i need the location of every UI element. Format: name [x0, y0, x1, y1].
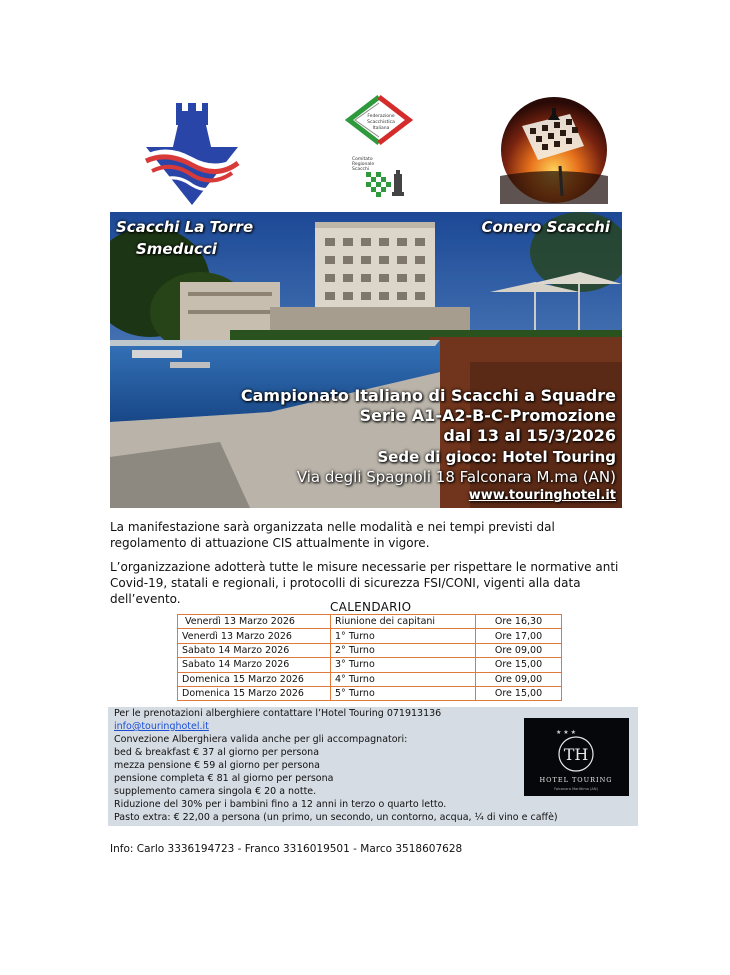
- hotel-logo-text: HOTEL TOURING: [539, 776, 613, 784]
- contacts-info: Info: Carlo 3336194723 - Franco 3316019501 - Marco 3518607628: [110, 843, 463, 855]
- calendar-time: Ore 16,30: [476, 615, 562, 629]
- la-torre-logo: [142, 95, 242, 207]
- calendar-time: Ore 09,00: [476, 672, 562, 686]
- hotel-touring-logo: [524, 718, 629, 796]
- table-row: [178, 629, 562, 643]
- calendar-event: Riunione dei capitani: [331, 615, 476, 629]
- calendar-event: 4° Turno: [331, 672, 476, 686]
- child-discount: Riduzione del 30% per i bambini fino a 12 anni in terzo o quarto letto.: [114, 799, 447, 810]
- conero-logo: [500, 96, 608, 204]
- calendar-event: 2° Turno: [331, 643, 476, 657]
- table-row: [178, 658, 562, 672]
- event-venue: Sede di gioco: Hotel Touring: [377, 448, 616, 466]
- svg-text:TH: TH: [563, 745, 589, 764]
- calendar-table: [177, 614, 562, 701]
- rate-single-supplement: supplemento camera singola € 20 a notte.: [114, 786, 317, 797]
- calendar-date: Venerdì 13 Marzo 2026: [178, 629, 331, 643]
- svg-text:Regionale: Regionale: [352, 162, 375, 167]
- event-title: Campionato Italiano di Scacchi a Squadre: [240, 386, 616, 405]
- calendar-time: Ore 15,00: [476, 658, 562, 672]
- extra-meal: Pasto extra: € 22,00 a persona (un primo, un secondo, un contorno, acqua, ¼ di vino e caffè): [114, 812, 558, 823]
- hotel-agreement-title: Convezione Alberghiera valida anche per gli accompagnatori:: [114, 734, 408, 745]
- fsi-logo-text: Federazione: [367, 114, 395, 119]
- calendar-event: 5° Turno: [331, 686, 476, 700]
- rate-full-board: pensione completa € 81 al giorno per persona: [114, 773, 334, 784]
- club-name-conero: Conero Scacchi: [481, 218, 610, 236]
- calendar-date: Sabato 14 Marzo 2026: [178, 658, 331, 672]
- hotel-email-link[interactable]: info@touringhotel.it: [114, 721, 209, 732]
- table-row: [178, 643, 562, 657]
- calendar-event: 3° Turno: [331, 658, 476, 672]
- table-row: [178, 615, 562, 629]
- club-name-la-torre: Scacchi La Torre: [116, 218, 254, 236]
- intro-paragraph-covid: L’organizzazione adotterà tutte le misure necessarie per rispettare le normative anti Covid-19, statali e regionali, i protocolli di sicurezza FSI/CONI, vigenti alla data dell’evento.: [110, 560, 619, 606]
- calendar-time: Ore 17,00: [476, 629, 562, 643]
- calendar-title: CALENDARIO: [330, 600, 412, 614]
- event-dates: dal 13 al 15/3/2026: [443, 426, 616, 445]
- calendar-time: Ore 15,00: [476, 686, 562, 700]
- rate-half-board: mezza pensione € 59 al giorno per persona: [114, 760, 321, 771]
- fsi-logo: [345, 95, 413, 145]
- table-row: [178, 672, 562, 686]
- calendar-date: Domenica 15 Marzo 2026: [178, 672, 331, 686]
- svg-text:Scacchi: Scacchi: [352, 167, 370, 172]
- table-row: [178, 686, 562, 700]
- event-series: Serie A1-A2-B-C-Promozione: [359, 406, 616, 425]
- svg-text:Comitato: Comitato: [352, 157, 373, 162]
- calendar-date: Domenica 15 Marzo 2026: [178, 686, 331, 700]
- booking-contact: Per le prenotazioni alberghiere contattare l’Hotel Touring 071913136: [114, 708, 442, 719]
- hero-banner: [110, 212, 622, 508]
- intro-paragraph-rules: La manifestazione sarà organizzata nelle modalità e nei tempi previsti dal regolamento di attuazione CIS attualmente in vigore.: [110, 520, 555, 550]
- calendar-event: 1° Turno: [331, 629, 476, 643]
- calendar-date: Sabato 14 Marzo 2026: [178, 643, 331, 657]
- svg-text:★ ★ ★: ★ ★ ★: [556, 729, 576, 736]
- rate-bed-breakfast: bed & breakfast € 37 al giorno per persona: [114, 747, 320, 758]
- event-address: Via degli Spagnoli 18 Falconara M.ma (AN): [296, 468, 616, 486]
- comitato-logo: [350, 152, 408, 204]
- svg-text:Scacchistica: Scacchistica: [367, 120, 395, 125]
- hotel-website-link[interactable]: www.touringhotel.it: [468, 488, 616, 503]
- calendar-time: Ore 09,00: [476, 643, 562, 657]
- hotel-logo-subtext: Falconara Marittima (AN): [554, 787, 598, 791]
- calendar-date: Venerdì 13 Marzo 2026: [178, 615, 331, 629]
- svg-text:Italiana: Italiana: [372, 126, 390, 131]
- club-name-smeducci: Smeducci: [136, 240, 217, 258]
